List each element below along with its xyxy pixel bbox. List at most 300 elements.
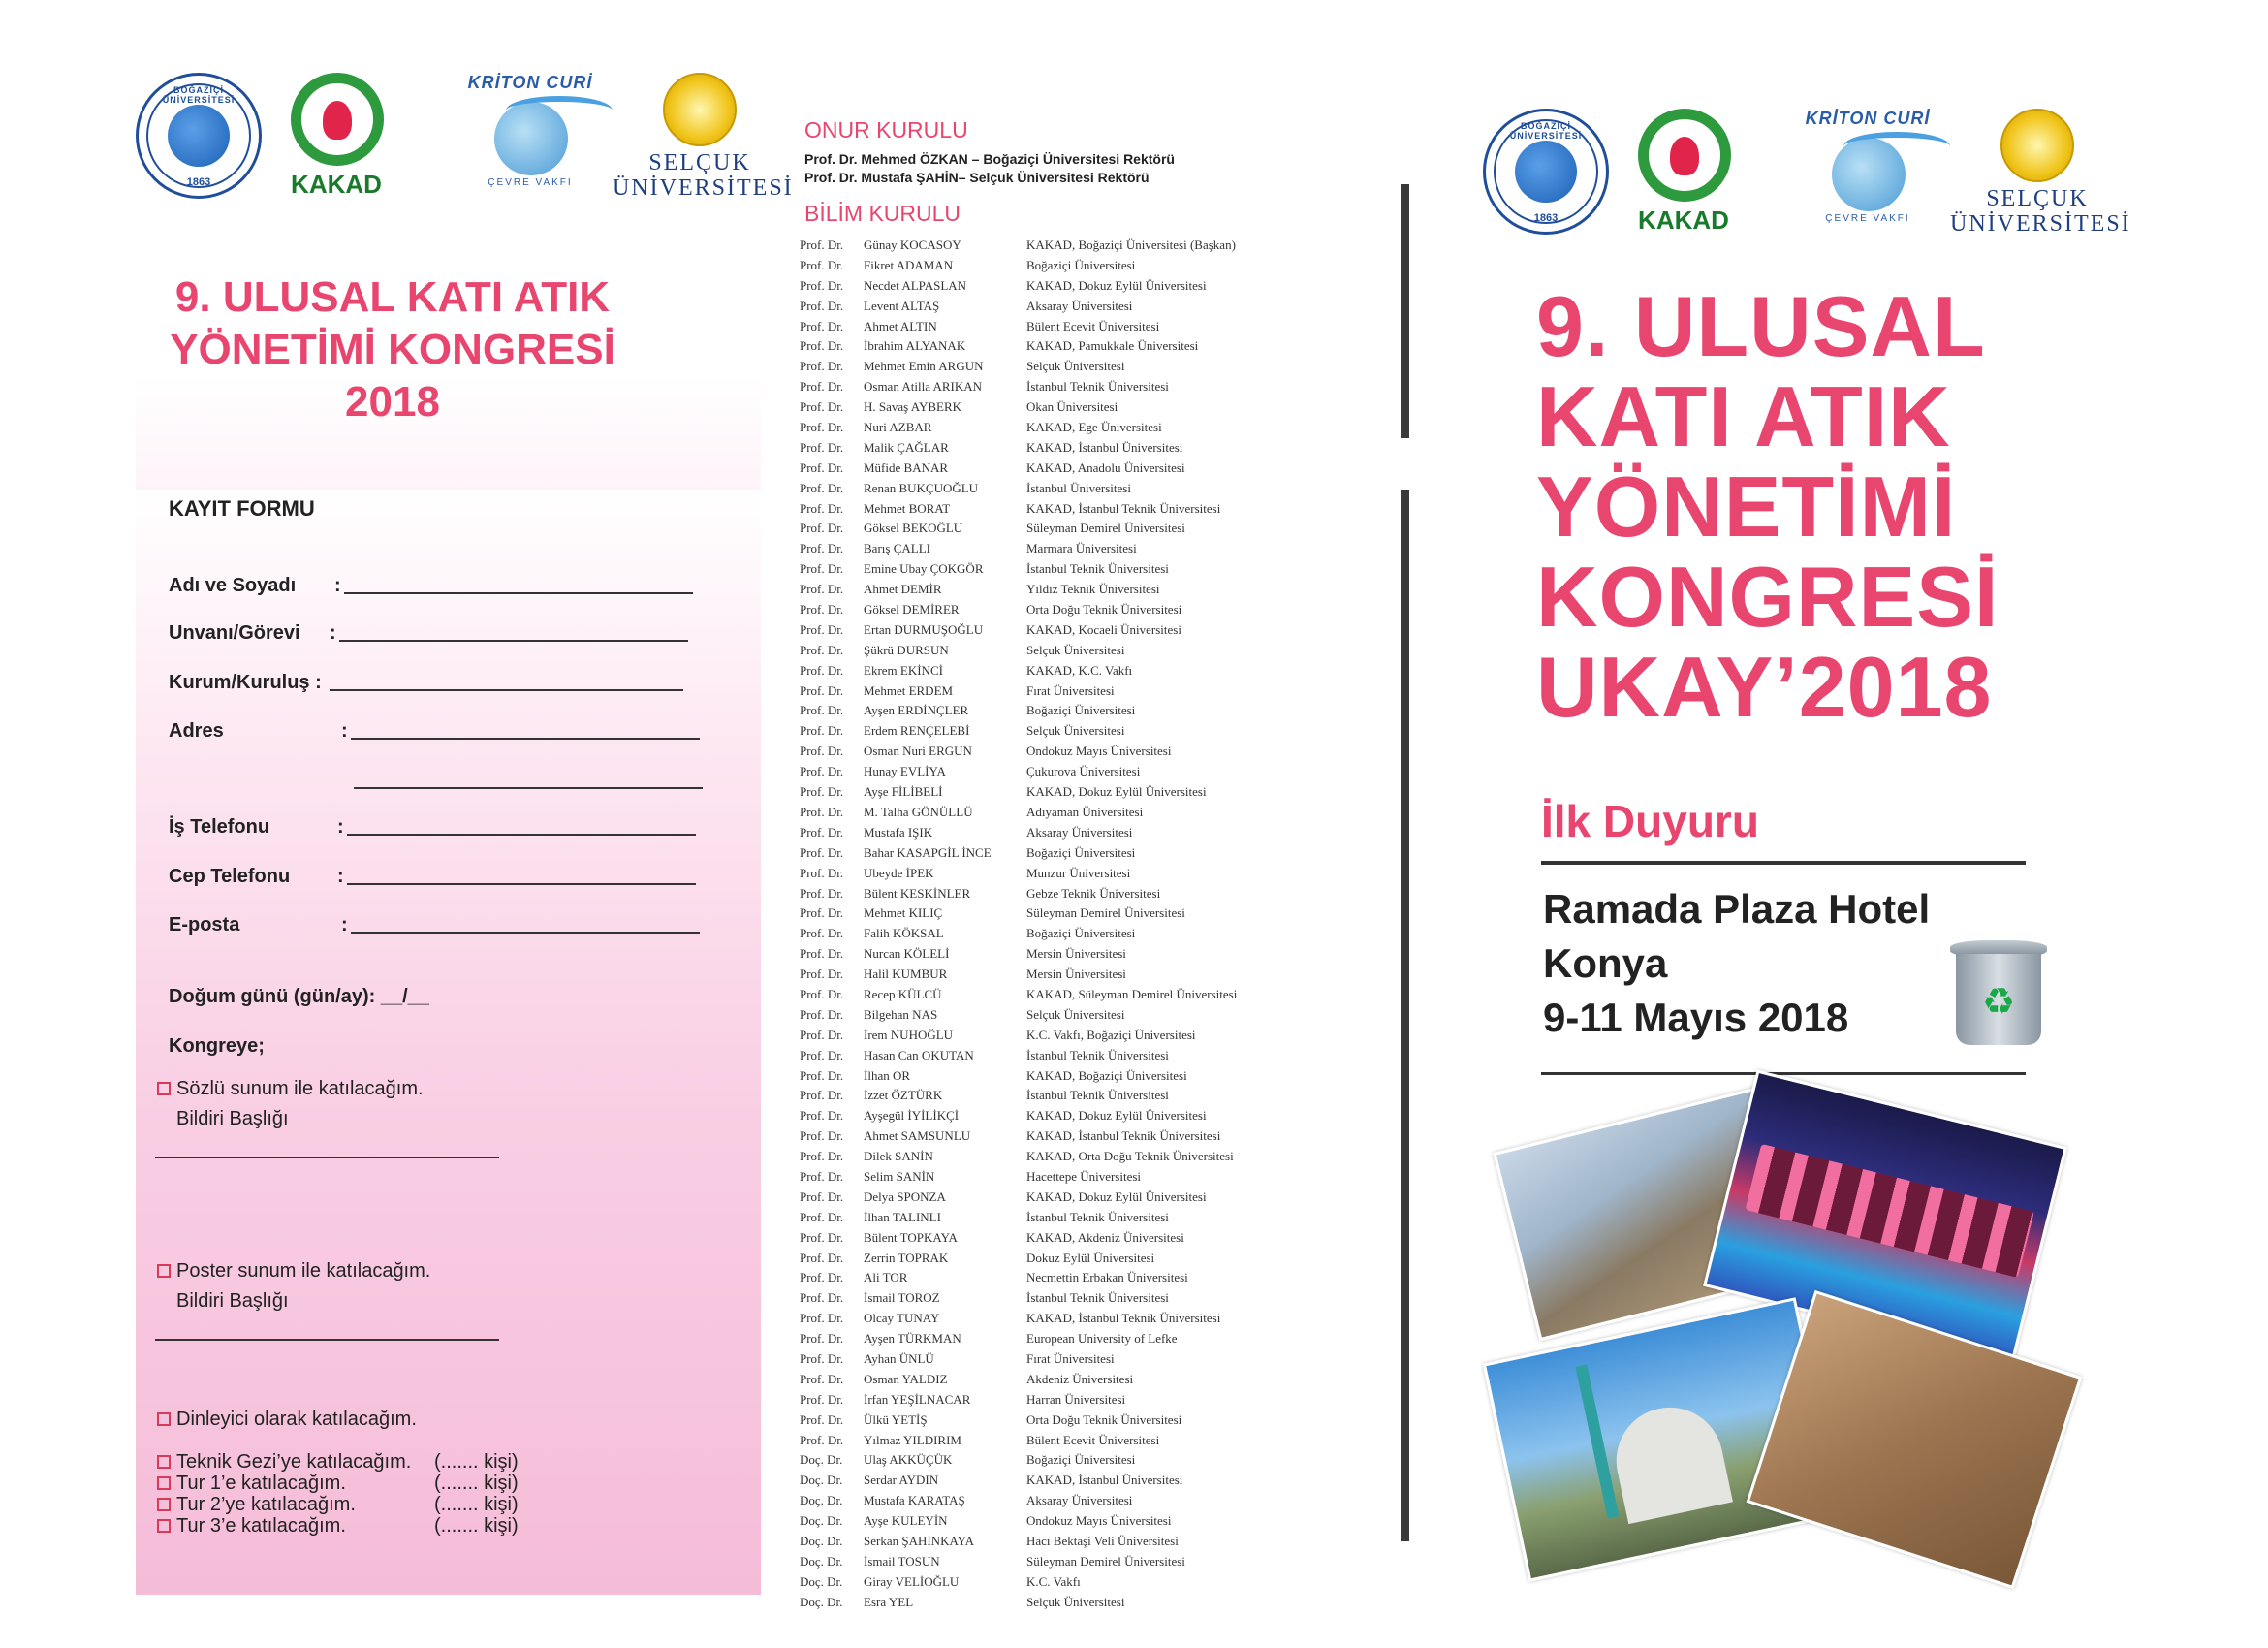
member-institution: KAKAD, İstanbul Üniversitesi — [1026, 439, 1183, 455]
member-name: H. Savaş AYBERK — [864, 399, 962, 415]
member-name: Ayşen ERDİNÇLER — [864, 703, 969, 718]
member-name: İrfan YEŞİLNACAR — [864, 1391, 971, 1407]
oral-label: Sözlü sunum ile katılacağım. — [176, 1078, 424, 1099]
member-name: Selim SANİN — [864, 1168, 935, 1184]
honor-member: Prof. Dr. Mehmed ÖZKAN – Boğaziçi Üniversitesi Rektörü — [804, 151, 1175, 167]
kriton-sub: ÇEVRE VAKFI — [488, 177, 573, 188]
committee-member-row — [800, 1128, 1342, 1149]
member-title: Doç. Dr. — [800, 1473, 843, 1488]
member-institution: Boğaziçi Üniversitesi — [1026, 703, 1136, 718]
committee-member-row — [800, 784, 1342, 805]
member-name: Ülkü YETİŞ — [864, 1411, 928, 1427]
form-title-line1: 9. ULUSAL KATI ATIK — [174, 273, 611, 321]
committee-member-row — [800, 1473, 1342, 1493]
member-name: Necdet ALPASLAN — [864, 277, 967, 293]
member-name: Ayşe FİLİBELİ — [864, 784, 943, 800]
member-title: Doç. Dr. — [800, 1493, 843, 1508]
mobile-colon: : — [337, 866, 344, 887]
poster-checkbox[interactable] — [157, 1260, 430, 1283]
member-title: Prof. Dr. — [800, 602, 844, 618]
member-name: İlhan TALINLI — [864, 1209, 941, 1224]
email-label: E-posta — [169, 914, 240, 935]
committee-member-row — [800, 825, 1342, 845]
member-institution: Bülent Ecevit Üniversitesi — [1026, 318, 1160, 333]
registration-panel — [136, 73, 794, 1595]
checkbox-icon — [157, 1455, 171, 1469]
member-institution: Mersin Üniversitesi — [1026, 946, 1126, 962]
member-title: Prof. Dr. — [800, 1006, 844, 1022]
honor-member: Prof. Dr. Mustafa ŞAHİN– Selçuk Üniversitesi Rektörü — [804, 170, 1150, 185]
oral-paper-title-label: Bildiri Başlığı — [176, 1108, 289, 1129]
address-label: Adres — [169, 720, 224, 742]
member-name: Osman YALDIZ — [864, 1371, 948, 1386]
member-name: Falih KÖKSAL — [864, 926, 944, 941]
form-logo-row — [136, 73, 794, 208]
member-name: Şükrü DURSUN — [864, 642, 949, 657]
committee-member-row — [800, 399, 1342, 420]
committee-member-row — [800, 622, 1342, 643]
member-institution: Hacettepe Üniversitesi — [1026, 1168, 1142, 1184]
name-label: Adı ve Soyadı — [169, 575, 297, 596]
name-field[interactable] — [344, 592, 693, 594]
member-title: Prof. Dr. — [800, 298, 844, 313]
member-name: Mustafa KARATAŞ — [864, 1493, 965, 1508]
member-title: Prof. Dr. — [800, 399, 844, 415]
member-title: Prof. Dr. — [800, 1027, 844, 1042]
tour-label: Tur 3’e katılacağım. — [176, 1515, 346, 1537]
member-institution: Selçuk Üniversitesi — [1026, 723, 1125, 739]
member-title: Prof. Dr. — [800, 703, 844, 718]
member-institution: Selçuk Üniversitesi — [1026, 1594, 1125, 1609]
committee-member-row — [800, 1230, 1342, 1251]
member-institution: Selçuk Üniversitesi — [1026, 359, 1125, 374]
institution-label: Kurum/Kuruluş : — [169, 672, 322, 693]
member-institution: Ondokuz Mayıs Üniversitesi — [1026, 744, 1172, 759]
member-title: Prof. Dr. — [800, 379, 844, 395]
member-title: Prof. Dr. — [800, 824, 844, 840]
member-institution: İstanbul Teknik Üniversitesi — [1026, 1047, 1169, 1062]
member-name: Nurcan KÖLELİ — [864, 946, 950, 962]
cover-title — [1536, 278, 2000, 735]
tour-checkbox[interactable] — [157, 1451, 411, 1474]
member-institution: Fırat Üniversitesi — [1026, 682, 1115, 698]
member-title: Prof. Dr. — [800, 582, 844, 597]
member-name: Renan BUKÇUOĞLU — [864, 480, 979, 495]
tour-count[interactable]: (....... kişi) — [434, 1494, 519, 1515]
form-title-line3: 2018 — [345, 378, 440, 426]
minaret-graphic — [1575, 1364, 1619, 1518]
kriton-name: KRİTON CURİ — [467, 73, 593, 92]
member-name: Ahmet SAMSUNLU — [864, 1128, 971, 1144]
committee-member-row — [800, 582, 1342, 602]
bogazici-year: 1863 — [1533, 212, 1559, 224]
venue-name: Ramada Plaza Hotel — [1543, 886, 1931, 932]
tour-label: Tur 1’e katılacağım. — [176, 1473, 346, 1494]
divider-top — [1401, 184, 1409, 438]
divider-bottom — [1401, 490, 1409, 1541]
committee-member-row — [800, 905, 1342, 926]
committee-member-row — [800, 1189, 1342, 1210]
honor-committee-heading: ONUR KURULU — [804, 117, 968, 143]
member-title: Prof. Dr. — [800, 1067, 844, 1083]
rule-top — [1541, 861, 2026, 865]
member-institution: Harran Üniversitesi — [1026, 1391, 1126, 1407]
committee-member-row — [800, 338, 1342, 359]
member-name: Ahmet DEMİR — [864, 582, 942, 597]
committee-member-row — [800, 1372, 1342, 1392]
member-title: Prof. Dr. — [800, 238, 844, 252]
member-name: Barış ÇALLI — [864, 541, 930, 556]
member-institution: Süleyman Demirel Üniversitesi — [1026, 521, 1185, 536]
member-title: Prof. Dr. — [800, 1188, 844, 1204]
kakad-logo — [1621, 109, 1747, 235]
kakad-logo — [273, 73, 399, 199]
member-institution: Aksaray Üniversitesi — [1026, 298, 1133, 313]
committee-member-row — [800, 946, 1342, 967]
member-institution: KAKAD, İstanbul Teknik Üniversitesi — [1026, 1128, 1221, 1144]
member-name: Serdar AYDIN — [864, 1473, 939, 1488]
committee-member-row — [800, 805, 1342, 825]
title-field[interactable] — [339, 640, 688, 642]
member-name: Recep KÜLCÜ — [864, 986, 942, 1001]
committee-member-row — [800, 521, 1342, 541]
member-name: Ekrem EKİNCİ — [864, 662, 943, 678]
member-title: Prof. Dr. — [800, 1270, 844, 1285]
kakad-name: KAKAD — [1638, 206, 1729, 235]
committee-member-row — [800, 866, 1342, 886]
mobile-field[interactable] — [347, 883, 696, 885]
committee-member-row — [800, 602, 1342, 622]
member-title: Prof. Dr. — [800, 1432, 844, 1447]
member-name: Ayşen TÜRKMAN — [864, 1331, 961, 1347]
member-title: Prof. Dr. — [800, 420, 844, 435]
member-institution: Orta Doğu Teknik Üniversitesi — [1026, 1411, 1182, 1427]
member-title: Prof. Dr. — [800, 865, 844, 880]
venue-block — [1543, 882, 1930, 1045]
birthday-field[interactable]: Doğum günü (gün/ay): __/__ — [169, 986, 429, 1007]
member-name: İzzet ÖZTÜRK — [864, 1088, 943, 1103]
member-name: İlhan OR — [864, 1067, 911, 1083]
arches-graphic — [1745, 1144, 2033, 1278]
committee-member-row — [800, 764, 1342, 784]
committee-member-row — [800, 541, 1342, 561]
member-name: İrem NUHOĞLU — [864, 1027, 954, 1042]
title-label: Unvanı/Görevi — [169, 622, 300, 644]
member-title: Prof. Dr. — [800, 1108, 844, 1124]
member-name: Mustafa IŞIK — [864, 824, 933, 840]
cover-title-line: KONGRESİ — [1536, 549, 2000, 645]
member-institution: KAKAD, Boğaziçi Üniversitesi (Başkan) — [1026, 238, 1236, 252]
member-name: Levent ALTAŞ — [864, 298, 940, 313]
committee-member-row — [800, 319, 1342, 339]
tour-count[interactable]: (....... kişi) — [434, 1515, 519, 1537]
member-institution: KAKAD, Süleyman Demirel Üniversitesi — [1026, 986, 1238, 1001]
member-name: Müfide BANAR — [864, 460, 949, 475]
member-title: Prof. Dr. — [800, 277, 844, 293]
member-title: Prof. Dr. — [800, 257, 844, 272]
tour-count[interactable]: (....... kişi) — [434, 1451, 519, 1473]
member-institution: KAKAD, Akdeniz Üniversitesi — [1026, 1229, 1184, 1245]
member-title: Prof. Dr. — [800, 1371, 844, 1386]
cover-title-line: UKAY’2018 — [1536, 639, 1993, 735]
member-institution: Hacı Bektaşi Veli Üniversitesi — [1026, 1534, 1179, 1548]
member-name: Bülent TOPKAYA — [864, 1229, 958, 1245]
member-institution: K.C. Vakfı — [1026, 1573, 1081, 1589]
member-name: Ayşe KULEYİN — [864, 1513, 948, 1529]
member-institution: Necmettin Erbakan Üniversitesi — [1026, 1270, 1188, 1285]
form-title — [165, 271, 620, 428]
poster-label: Poster sunum ile katılacağım. — [176, 1260, 431, 1282]
tour-label: Teknik Gezi’ye katılacağım. — [176, 1451, 412, 1473]
member-name: Bülent KESKİNLER — [864, 885, 971, 901]
member-title: Prof. Dr. — [800, 460, 844, 475]
member-name: İsmail TOSUN — [864, 1553, 940, 1569]
address-field-line2[interactable] — [354, 787, 703, 789]
committee-member-row — [800, 440, 1342, 460]
member-title: Prof. Dr. — [800, 318, 844, 333]
selcuk-logo — [1950, 109, 2131, 244]
selcuk-line1: SELÇUK — [648, 150, 751, 175]
address-field-line1[interactable] — [351, 738, 700, 740]
member-institution: KAKAD, K.C. Vakfı — [1026, 662, 1133, 678]
member-name: Hasan Can OKUTAN — [864, 1047, 974, 1062]
committee-member-row — [800, 1513, 1342, 1534]
member-name: İbrahim ALYANAK — [864, 338, 966, 354]
member-title: Prof. Dr. — [800, 500, 844, 516]
cover-title-line: YÖNETİMİ — [1536, 459, 1957, 555]
email-field[interactable] — [351, 932, 700, 934]
member-name: Hunay EVLİYA — [864, 764, 946, 779]
member-institution: Aksaray Üniversitesi — [1026, 1493, 1133, 1508]
tour-checkbox[interactable] — [157, 1473, 346, 1495]
member-title: Prof. Dr. — [800, 926, 844, 941]
member-name: Emine Ubay ÇOKGÖR — [864, 561, 984, 577]
member-title: Prof. Dr. — [800, 1088, 844, 1103]
member-name: Malik ÇAĞLAR — [864, 439, 949, 455]
member-institution: Boğaziçi Üniversitesi — [1026, 1452, 1136, 1468]
member-title: Prof. Dr. — [800, 986, 844, 1001]
kakad-name: KAKAD — [291, 170, 382, 199]
member-institution: Bülent Ecevit Üniversitesi — [1026, 1432, 1160, 1447]
member-title: Doç. Dr. — [800, 1573, 843, 1589]
member-name: Mehmet ERDEM — [864, 682, 954, 698]
member-institution: Marmara Üniversitesi — [1026, 541, 1137, 556]
member-name: Olcay TUNAY — [864, 1311, 940, 1326]
committee-member-row — [800, 1088, 1342, 1108]
member-title: Prof. Dr. — [800, 905, 844, 921]
committee-member-row — [800, 723, 1342, 744]
committee-member-row — [800, 1068, 1342, 1089]
member-title: Prof. Dr. — [800, 844, 844, 860]
committee-member-row — [800, 987, 1342, 1007]
listener-checkbox[interactable] — [157, 1409, 417, 1431]
member-name: Osman Nuri ERGUN — [864, 744, 972, 759]
member-institution: Dokuz Eylül Üniversitesi — [1026, 1250, 1155, 1265]
oral-checkbox[interactable] — [157, 1078, 424, 1100]
member-name: Giray VELİOĞLU — [864, 1573, 960, 1589]
member-title: Prof. Dr. — [800, 1047, 844, 1062]
tour-count[interactable]: (....... kişi) — [434, 1473, 519, 1494]
member-name: Fikret ADAMAN — [864, 257, 954, 272]
member-name: Serkan ŞAHİNKAYA — [864, 1534, 974, 1548]
cover-panel — [1444, 97, 2131, 1609]
kriton-logo — [1785, 109, 1950, 235]
member-institution: KAKAD, İstanbul Üniversitesi — [1026, 1473, 1183, 1488]
member-institution: Okan Üniversitesi — [1026, 399, 1118, 415]
eagle-emblem-icon — [2000, 109, 2074, 182]
tour-checkbox[interactable] — [157, 1494, 356, 1516]
bogazici-logo — [1483, 109, 1609, 235]
member-name: Halil KUMBUR — [864, 967, 948, 982]
member-institution: İstanbul Teknik Üniversitesi — [1026, 1209, 1169, 1224]
member-name: İsmail TOROZ — [864, 1290, 940, 1306]
member-institution: Munzur Üniversitesi — [1026, 865, 1131, 880]
member-name: Erdem RENÇELEBİ — [864, 723, 970, 739]
selcuk-logo — [613, 73, 794, 208]
work-phone-label: İş Telefonu — [169, 816, 270, 838]
oral-paper-title-field[interactable] — [155, 1157, 499, 1158]
address-colon: : — [341, 720, 348, 742]
committee-member-row — [800, 359, 1342, 379]
committee-member-row — [800, 926, 1342, 946]
checkbox-icon — [157, 1412, 171, 1426]
committee-member-row — [800, 1028, 1342, 1048]
member-name: Ulaş AKKÜÇÜK — [864, 1452, 953, 1468]
checkbox-icon — [157, 1498, 171, 1511]
member-institution: Selçuk Üniversitesi — [1026, 642, 1125, 657]
committee-member-row — [800, 663, 1342, 683]
member-title: Prof. Dr. — [800, 946, 844, 962]
committee-member-row — [800, 1452, 1342, 1473]
member-title: Doç. Dr. — [800, 1594, 843, 1609]
swoosh-icon — [1843, 132, 1950, 161]
listener-label: Dinleyici olarak katılacağım. — [176, 1409, 417, 1430]
committee-member-row — [800, 1574, 1342, 1595]
member-institution: Fırat Üniversitesi — [1026, 1350, 1115, 1366]
member-title: Prof. Dr. — [800, 1350, 844, 1366]
committee-member-row — [800, 299, 1342, 319]
committee-member-row — [800, 420, 1342, 440]
rule-bottom — [1541, 1072, 2026, 1075]
institution-field[interactable] — [330, 689, 683, 691]
committee-member-row — [800, 238, 1342, 258]
member-institution: European University of Lefke — [1026, 1331, 1178, 1347]
member-name: Bilgehan NAS — [864, 1006, 938, 1022]
member-institution: KAKAD, Orta Doğu Teknik Üniversitesi — [1026, 1149, 1234, 1164]
konya-photo-collage — [1483, 1086, 2084, 1609]
poster-paper-title-field[interactable] — [155, 1339, 499, 1341]
member-name: Osman Atilla ARIKAN — [864, 379, 983, 395]
member-institution: KAKAD, Pamukkale Üniversitesi — [1026, 338, 1199, 354]
member-title: Prof. Dr. — [800, 1250, 844, 1265]
member-title: Prof. Dr. — [800, 967, 844, 982]
member-title: Prof. Dr. — [800, 1290, 844, 1306]
member-institution: İstanbul Teknik Üniversitesi — [1026, 1290, 1169, 1306]
eagle-emblem-icon — [663, 73, 737, 146]
member-institution: Süleyman Demirel Üniversitesi — [1026, 905, 1185, 921]
committee-member-row — [800, 1290, 1342, 1311]
member-title: Prof. Dr. — [800, 1229, 844, 1245]
checkbox-icon — [157, 1264, 171, 1278]
committee-member-row — [800, 683, 1342, 704]
member-title: Prof. Dr. — [800, 338, 844, 354]
committee-member-row — [800, 1493, 1342, 1513]
bogazici-year: 1863 — [186, 176, 211, 188]
committee-member-row — [800, 481, 1342, 501]
dome-graphic — [1606, 1398, 1732, 1524]
first-announcement: İlk Duyuru — [1541, 796, 1759, 846]
bogazici-ring-text: BOĞAZİÇİ ÜNİVERSİTESİ — [1509, 121, 1583, 141]
committee-member-row — [800, 278, 1342, 299]
committee-member-row — [800, 643, 1342, 663]
committee-member-row — [800, 1251, 1342, 1271]
swoosh-icon — [506, 96, 613, 125]
tour-label: Tur 2’ye katılacağım. — [176, 1494, 356, 1515]
member-title: Doç. Dr. — [800, 1553, 843, 1569]
member-name: Esra YEL — [864, 1594, 914, 1609]
member-title: Prof. Dr. — [800, 621, 844, 637]
member-institution: Gebze Teknik Üniversitesi — [1026, 885, 1161, 901]
member-institution: KAKAD, Dokuz Eylül Üniversitesi — [1026, 1188, 1207, 1204]
member-institution: KAKAD, Dokuz Eylül Üniversitesi — [1026, 784, 1207, 800]
member-name: Mehmet KILIÇ — [864, 905, 943, 921]
event-dates: 9-11 Mayıs 2018 — [1543, 995, 1849, 1040]
member-institution: KAKAD, Dokuz Eylül Üniversitesi — [1026, 277, 1207, 293]
committee-member-row — [800, 1534, 1342, 1554]
committee-member-row — [800, 1149, 1342, 1169]
member-institution: Boğaziçi Üniversitesi — [1026, 844, 1136, 860]
bogazici-logo — [136, 73, 262, 199]
committee-member-row — [800, 1048, 1342, 1068]
committee-member-row — [800, 1007, 1342, 1028]
member-institution: KAKAD, Ege Üniversitesi — [1026, 420, 1162, 435]
work-phone-field[interactable] — [347, 834, 696, 836]
tour-checkbox[interactable] — [157, 1515, 346, 1537]
committee-member-row — [800, 561, 1342, 582]
member-institution: Ondokuz Mayıs Üniversitesi — [1026, 1513, 1172, 1529]
member-institution: Çukurova Üniversitesi — [1026, 764, 1141, 779]
name-colon: : — [334, 575, 341, 596]
member-name: Göksel BEKOĞLU — [864, 521, 963, 536]
congress-label: Kongreye; — [169, 1035, 265, 1057]
member-institution: Selçuk Üniversitesi — [1026, 1006, 1125, 1022]
member-title: Doç. Dr. — [800, 1534, 843, 1548]
member-name: Ahmet ALTIN — [864, 318, 937, 333]
member-institution: Boğaziçi Üniversitesi — [1026, 257, 1136, 272]
member-institution: İstanbul Teknik Üniversitesi — [1026, 561, 1169, 577]
selcuk-line2: ÜNİVERSİTESİ — [1950, 211, 2131, 237]
checkbox-icon — [157, 1082, 171, 1095]
recycle-icon: ♻ — [1981, 982, 2016, 1023]
member-title: Prof. Dr. — [800, 521, 844, 536]
member-title: Prof. Dr. — [800, 1168, 844, 1184]
selcuk-line1: SELÇUK — [1986, 186, 2089, 211]
member-title: Prof. Dr. — [800, 723, 844, 739]
member-name: Dilek SANİN — [864, 1149, 933, 1164]
kakad-emblem-icon — [1638, 109, 1731, 202]
committee-member-row — [800, 1169, 1342, 1189]
member-institution: KAKAD, İstanbul Teknik Üniversitesi — [1026, 1311, 1221, 1326]
member-title: Prof. Dr. — [800, 1209, 844, 1224]
member-institution: KAKAD, İstanbul Teknik Üniversitesi — [1026, 500, 1221, 516]
member-institution: KAKAD, Boğaziçi Üniversitesi — [1026, 1067, 1187, 1083]
science-committee-list — [800, 238, 1342, 1615]
committee-member-row — [800, 1311, 1342, 1331]
committee-member-row — [800, 1270, 1342, 1290]
member-institution: Orta Doğu Teknik Üniversitesi — [1026, 602, 1182, 618]
form-heading: KAYIT FORMU — [169, 496, 315, 521]
member-name: Nuri AZBAR — [864, 420, 932, 435]
